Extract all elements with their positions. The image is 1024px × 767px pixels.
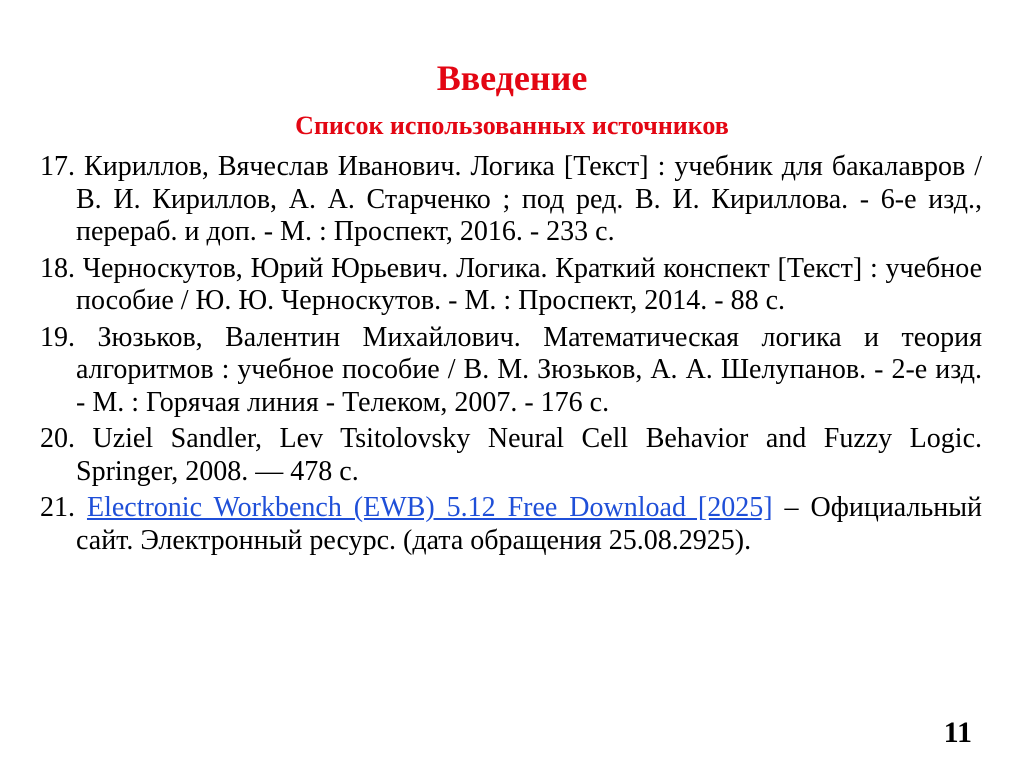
reference-number: 21. — [40, 492, 75, 523]
reference-number: 19. — [40, 321, 75, 353]
reference-text: Кириллов, Вячеслав Иванович. Логика [Текст] : учебник для бакалавров / В. И. Кириллов, А. А. Старченко ; под ред. В. И. Кириллова. - 6-е изд., перераб. и доп. - М. : Проспект, 2016. - 233 с. — [76, 151, 982, 247]
page-number: 11 — [943, 716, 972, 749]
reference-text: Uziel Sandler, Lev Tsitolovsky Neural Cell Behavior and Fuzzy Logic. Springer, 2008. — 478 с. — [76, 423, 982, 487]
reference-list — [40, 151, 982, 561]
reference-item-17 — [40, 151, 982, 249]
reference-number: 17. — [40, 151, 75, 182]
reference-text: – Официальный сайт. Электронный ресурс. (дата обращения 25.08.2925). — [76, 492, 983, 556]
reference-number: 20. — [40, 423, 75, 454]
reference-item-18 — [40, 253, 982, 318]
reference-text: Черноскутов, Юрий Юрьевич. Логика. Краткий конспект [Текст] : учебное пособие / Ю. Ю. Черноскутов. - М. : Проспект, 2014. - 88 с. — [76, 252, 983, 316]
slide-title: Введение — [436, 58, 588, 98]
slide-subtitle: Список использованных источников — [295, 111, 729, 140]
reference-number: 18. — [40, 252, 75, 284]
reference-text: Зюзьков, Валентин Михайлович. Математическая логика и теория алгоритмов : учебное пособие / В. М. Зюзьков, А. А. Шелупанов. - 2-е изд. - М. : Горячая линия - Телеком, 2007. - 176 с. — [76, 321, 983, 418]
reference-item-21 — [40, 492, 982, 557]
reference-item-20 — [40, 423, 982, 488]
reference-link-ewb[interactable]: Electronic Workbench (EWB) 5.12 Free Download [2025] — [86, 492, 773, 523]
reference-item-19 — [40, 322, 982, 420]
